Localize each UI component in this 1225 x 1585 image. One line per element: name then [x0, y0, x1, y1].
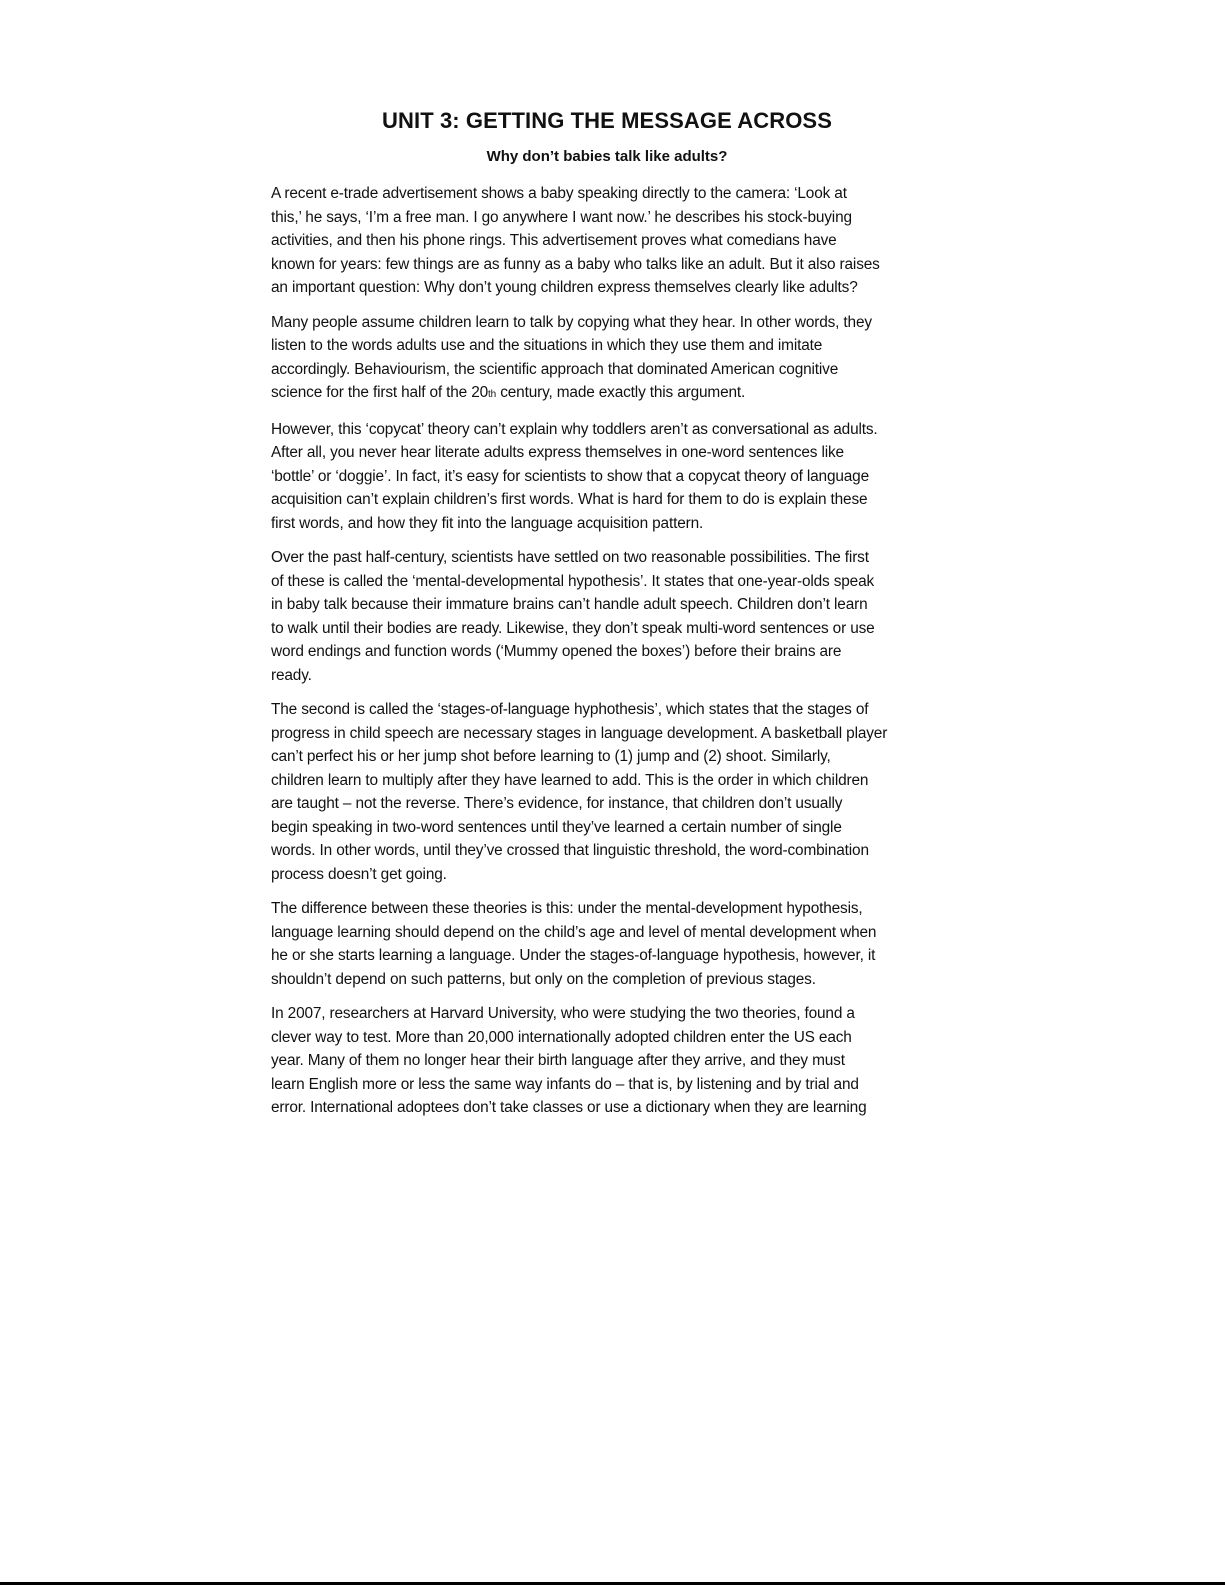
paragraph-line: language learning should depend on the child’s age and level of mental development when — [271, 923, 877, 941]
paragraph-line: in baby talk because their immature brains can’t handle adult speech. Children don’t learn — [271, 596, 868, 613]
paragraph-line: can’t perfect his or her jump shot before learning to (1) jump and (2) shoot. Similarly, — [271, 748, 831, 765]
document-body — [271, 106, 943, 1131]
line-text-after: century, made exactly this argument. — [496, 384, 746, 401]
paragraph-3 — [271, 418, 943, 536]
paragraph-6 — [271, 897, 943, 991]
paragraph-line: to walk until their bodies are ready. Likewise, they don’t speak multi-word sentences or use — [271, 619, 875, 637]
paragraph-line: clever way to test. More than 20,000 internationally adopted children enter the US each — [271, 1028, 852, 1046]
paragraph-line: In 2007, researchers at Harvard University, who were studying the two theories, found a — [271, 1005, 855, 1022]
paragraph-5 — [271, 698, 943, 886]
ordinal-superscript: th — [488, 389, 497, 400]
paragraph-line: ready. — [271, 666, 312, 684]
paragraph-line: word endings and function words (‘Mummy opened the boxes’) before their brains are — [271, 643, 842, 660]
unit-title: UNIT 3: GETTING THE MESSAGE ACROSS — [382, 108, 832, 133]
paragraph-line: progress in child speech are necessary stages in language development. A basketball player — [271, 724, 888, 742]
paragraph-line: process doesn’t get going. — [271, 865, 447, 883]
paragraph-line: he or she starts learning a language. Under the stages-of-language hypothesis, however, it — [271, 947, 876, 964]
paragraph-line: Over the past half-century, scientists have settled on two reasonable possibilities. The first — [271, 549, 869, 566]
paragraph-1 — [271, 182, 943, 300]
paragraph-line: words. In other words, until they’ve crossed that linguistic threshold, the word-combination — [271, 842, 869, 859]
paragraph-line: Many people assume children learn to talk by copying what they hear. In other words, they — [271, 313, 872, 331]
paragraph-line: ‘bottle’ or ‘doggie’. In fact, it’s easy for scientists to show that a copycat theory of language — [271, 467, 869, 485]
paragraph-line: accordingly. Behaviourism, the scientific approach that dominated American cognitive — [271, 360, 839, 378]
paragraph-2 — [271, 311, 943, 407]
paragraph-line: shouldn’t depend on such patterns, but only on the completion of previous stages. — [271, 970, 816, 988]
paragraph-line: are taught – not the reverse. There’s evidence, for instance, that children don’t usually — [271, 795, 843, 812]
paragraph-line: activities, and then his phone rings. This advertisement proves what comedians have — [271, 232, 837, 249]
paragraph-line: A recent e-trade advertisement shows a baby speaking directly to the camera: ‘Look at — [271, 185, 847, 202]
paragraph-line: error. International adoptees don’t take classes or use a dictionary when they are learning — [271, 1099, 867, 1116]
paragraph-line: After all, you never hear literate adults express themselves in one-word sentences like — [271, 444, 844, 461]
paragraph-line: begin speaking in two-word sentences until they’ve learned a certain number of single — [271, 818, 842, 836]
paragraph-7 — [271, 1002, 943, 1120]
paragraph-line: However, this ‘copycat’ theory can’t explain why toddlers aren’t as conversational as adults. — [271, 420, 878, 438]
paragraph-line: acquisition can’t explain children’s first words. What is hard for them to do is explain these — [271, 491, 868, 508]
paragraph-line: known for years: few things are as funny as a baby who talks like an adult. But it also raises — [271, 255, 880, 273]
paragraph-line: this,’ he says, ‘I’m a free man. I go anywhere I want now.’ he describes his stock-buying — [271, 208, 852, 226]
paragraph-line: first words, and how they fit into the language acquisition pattern. — [271, 514, 704, 532]
paragraph-line: children learn to multiply after they have learned to add. This is the order in which children — [271, 771, 869, 789]
line-text-before: science for the first half of the 20 — [271, 384, 489, 401]
paragraph-line: of these is called the ‘mental-developmental hypothesis’. It states that one-year-olds speak — [271, 572, 875, 590]
article-subtitle: Why don’t babies talk like adults? — [486, 148, 728, 165]
paragraph-line: The second is called the ‘stages-of-language hyphothesis’, which states that the stages of — [271, 701, 869, 718]
paragraph-line: The difference between these theories is this: under the mental-development hypothesis, — [271, 900, 863, 917]
paragraph-4 — [271, 546, 943, 687]
paragraph-line: learn English more or less the same way infants do – that is, by listening and by trial and — [271, 1075, 859, 1093]
paragraph-line: an important question: Why don’t young children express themselves clearly like adults? — [271, 279, 858, 296]
paragraph-line-with-superscript — [271, 381, 943, 407]
paragraph-line: year. Many of them no longer hear their birth language after they arrive, and they must — [271, 1052, 845, 1069]
paragraph-line: listen to the words adults use and the situations in which they use them and imitate — [271, 337, 823, 354]
